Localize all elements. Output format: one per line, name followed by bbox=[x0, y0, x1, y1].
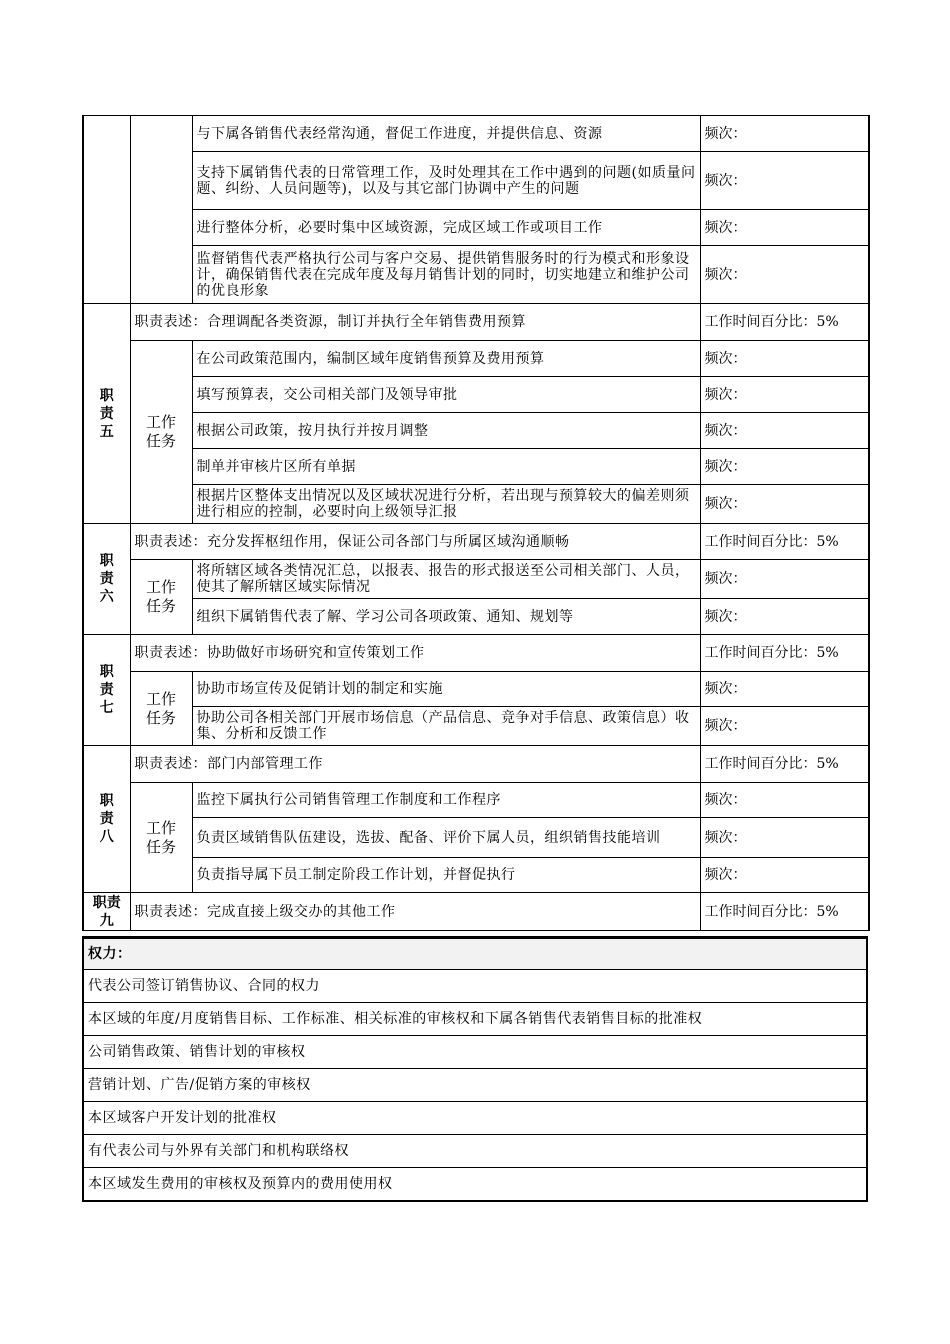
task-text: 协助市场宣传及促销计划的制定和实施 bbox=[192, 672, 700, 707]
task-frequency: 频次： bbox=[700, 152, 869, 210]
duty-description-row bbox=[83, 635, 869, 672]
task-frequency: 频次： bbox=[700, 116, 869, 152]
task-row bbox=[83, 152, 869, 210]
power-table bbox=[82, 936, 868, 1202]
task-row bbox=[83, 485, 869, 524]
task-text: 组织下属销售代表了解、学习公司各项政策、通知、规划等 bbox=[192, 599, 700, 635]
label-line: 职 bbox=[99, 387, 114, 404]
work-task-label-text bbox=[131, 413, 192, 451]
time-percentage: 工作时间百分比：5% bbox=[700, 524, 869, 560]
power-header-row bbox=[83, 938, 867, 970]
power-row bbox=[83, 1036, 867, 1069]
task-row bbox=[83, 707, 869, 746]
task-text: 与下属各销售代表经常沟通，督促工作进度，并提供信息、资源 bbox=[192, 116, 700, 152]
task-frequency: 频次： bbox=[700, 341, 869, 377]
task-frequency: 频次： bbox=[700, 210, 869, 246]
time-percentage: 工作时间百分比：5% bbox=[700, 746, 869, 783]
task-text: 制单并审核片区所有单据 bbox=[192, 449, 700, 485]
label-line: 责 bbox=[99, 571, 114, 587]
power-item: 公司销售政策、销售计划的审核权 bbox=[83, 1036, 867, 1069]
work-task-label bbox=[130, 560, 192, 635]
duty-label-6 bbox=[83, 524, 130, 635]
power-item: 营销计划、广告/促销方案的审核权 bbox=[83, 1069, 867, 1102]
label-line: 任务 bbox=[145, 597, 176, 615]
task-frequency: 频次： bbox=[700, 783, 869, 818]
task-text: 监控下属执行公司销售管理工作制度和工作程序 bbox=[192, 783, 700, 818]
label-line: 工作 bbox=[145, 818, 176, 837]
work-task-label-text bbox=[131, 819, 192, 857]
duty-label-7 bbox=[83, 635, 130, 746]
duty-description: 职责表述：部门内部管理工作 bbox=[130, 746, 700, 783]
task-text: 负责区域销售队伍建设，选拔、配备、评价下属人员，组织销售技能培训 bbox=[192, 818, 700, 858]
power-row bbox=[83, 1168, 867, 1202]
duty-description: 职责表述：协助做好市场研究和宣传策划工作 bbox=[130, 635, 700, 672]
work-label-continued bbox=[130, 116, 192, 304]
power-item: 代表公司签订销售协议、合同的权力 bbox=[83, 970, 867, 1003]
label-line: 责 bbox=[99, 682, 114, 698]
task-frequency: 频次： bbox=[700, 858, 869, 893]
task-frequency: 频次： bbox=[700, 599, 869, 635]
time-percentage: 工作时间百分比：5% bbox=[700, 635, 869, 672]
power-row bbox=[83, 1102, 867, 1135]
task-row bbox=[83, 413, 869, 449]
task-frequency: 频次： bbox=[700, 672, 869, 707]
task-frequency: 频次： bbox=[700, 707, 869, 746]
work-task-label-text bbox=[131, 578, 192, 616]
duty-label-continued bbox=[83, 116, 130, 304]
duty-label-text bbox=[84, 792, 130, 846]
time-percentage: 工作时间百分比：5% bbox=[700, 304, 869, 341]
label-line: 职责 bbox=[92, 894, 121, 911]
duty-description-row bbox=[83, 893, 869, 931]
task-frequency: 频次： bbox=[700, 246, 869, 304]
power-row bbox=[83, 970, 867, 1003]
duty-label-text bbox=[84, 552, 130, 606]
label-line: 七 bbox=[99, 700, 114, 716]
duty-description-row bbox=[83, 746, 869, 783]
label-line: 责 bbox=[99, 405, 114, 422]
duty-description-row bbox=[83, 304, 869, 341]
label-line: 任务 bbox=[145, 432, 176, 450]
task-text: 在公司政策范围内，编制区域年度销售预算及费用预算 bbox=[192, 341, 700, 377]
task-frequency: 频次： bbox=[700, 560, 869, 599]
duty-table bbox=[82, 115, 870, 931]
task-frequency: 频次： bbox=[700, 818, 869, 858]
task-row bbox=[83, 341, 869, 377]
task-text: 填写预算表，交公司相关部门及领导审批 bbox=[192, 377, 700, 413]
label-line: 六 bbox=[99, 589, 114, 605]
task-text: 进行整体分析，必要时集中区域资源，完成区域工作或项目工作 bbox=[192, 210, 700, 246]
label-line: 八 bbox=[99, 829, 114, 845]
task-row bbox=[83, 116, 869, 152]
label-line: 责 bbox=[99, 811, 114, 827]
time-percentage: 工作时间百分比：5% bbox=[700, 893, 869, 931]
duty-description: 职责表述：完成直接上级交办的其他工作 bbox=[130, 893, 700, 931]
duty-label-8 bbox=[83, 746, 130, 893]
duty-label-9 bbox=[83, 893, 130, 931]
label-line: 任务 bbox=[145, 837, 176, 856]
task-frequency: 频次： bbox=[700, 413, 869, 449]
task-frequency: 频次： bbox=[700, 485, 869, 524]
work-task-label-text bbox=[131, 690, 192, 728]
power-row bbox=[83, 1003, 867, 1036]
task-text: 根据片区整体支出情况以及区域状况进行分析，若出现与预算较大的偏差则须进行相应的控制，必要时向上级领导汇报 bbox=[192, 485, 700, 524]
task-row bbox=[83, 449, 869, 485]
label-line: 工作 bbox=[145, 689, 176, 708]
task-row bbox=[83, 818, 869, 858]
task-frequency: 频次： bbox=[700, 377, 869, 413]
duty-label-text bbox=[84, 894, 130, 930]
task-text: 协助公司各相关部门开展市场信息（产品信息、竞争对手信息、政策信息）收集、分析和反馈工作 bbox=[192, 707, 700, 746]
label-line: 职 bbox=[99, 664, 114, 680]
task-row bbox=[83, 858, 869, 893]
label-line: 五 bbox=[99, 423, 114, 440]
task-row bbox=[83, 210, 869, 246]
label-line: 九 bbox=[99, 912, 114, 929]
power-row bbox=[83, 1069, 867, 1102]
task-text: 监督销售代表严格执行公司与客户交易、提供销售服务时的行为模式和形象设计，确保销售代表在完成年度及每月销售计划的同时，切实地建立和维护公司的优良形象 bbox=[192, 246, 700, 304]
task-row bbox=[83, 672, 869, 707]
task-row bbox=[83, 599, 869, 635]
label-line: 任务 bbox=[145, 708, 176, 727]
task-row bbox=[83, 560, 869, 599]
task-row bbox=[83, 246, 869, 304]
duty-label-5 bbox=[83, 304, 130, 524]
task-text: 负责指导属下员工制定阶段工作计划，并督促执行 bbox=[192, 858, 700, 893]
task-frequency: 频次： bbox=[700, 449, 869, 485]
power-item: 本区域发生费用的审核权及预算内的费用使用权 bbox=[83, 1168, 867, 1202]
duty-label-text bbox=[84, 663, 130, 717]
power-row bbox=[83, 1135, 867, 1168]
duty-description-row bbox=[83, 524, 869, 560]
duty-label-text bbox=[84, 387, 130, 441]
label-line: 工作 bbox=[145, 413, 176, 431]
duty-description: 职责表述：充分发挥枢纽作用，保证公司各部门与所属区域沟通顺畅 bbox=[130, 524, 700, 560]
duty-description: 职责表述：合理调配各类资源，制订并执行全年销售费用预算 bbox=[130, 304, 700, 341]
work-task-label bbox=[130, 341, 192, 524]
task-row bbox=[83, 783, 869, 818]
label-line: 工作 bbox=[145, 578, 176, 596]
task-text: 将所辖区域各类情况汇总，以报表、报告的形式报送至公司相关部门、人员，使其了解所辖区域实际情况 bbox=[192, 560, 700, 599]
task-text: 支持下属销售代表的日常管理工作，及时处理其在工作中遇到的问题(如质量问题、纠纷、人员问题等)，以及与其它部门协调中产生的问题 bbox=[192, 152, 700, 210]
label-line: 职 bbox=[99, 553, 114, 569]
power-item: 本区域的年度/月度销售目标、工作标准、相关标准的审核权和下属各销售代表销售目标的批准权 bbox=[83, 1003, 867, 1036]
task-text: 根据公司政策，按月执行并按月调整 bbox=[192, 413, 700, 449]
power-title: 权力： bbox=[83, 938, 867, 970]
work-task-label bbox=[130, 672, 192, 746]
work-task-label bbox=[130, 783, 192, 893]
power-item: 本区域客户开发计划的批准权 bbox=[83, 1102, 867, 1135]
power-item: 有代表公司与外界有关部门和机构联络权 bbox=[83, 1135, 867, 1168]
label-line: 职 bbox=[99, 793, 114, 809]
task-row bbox=[83, 377, 869, 413]
